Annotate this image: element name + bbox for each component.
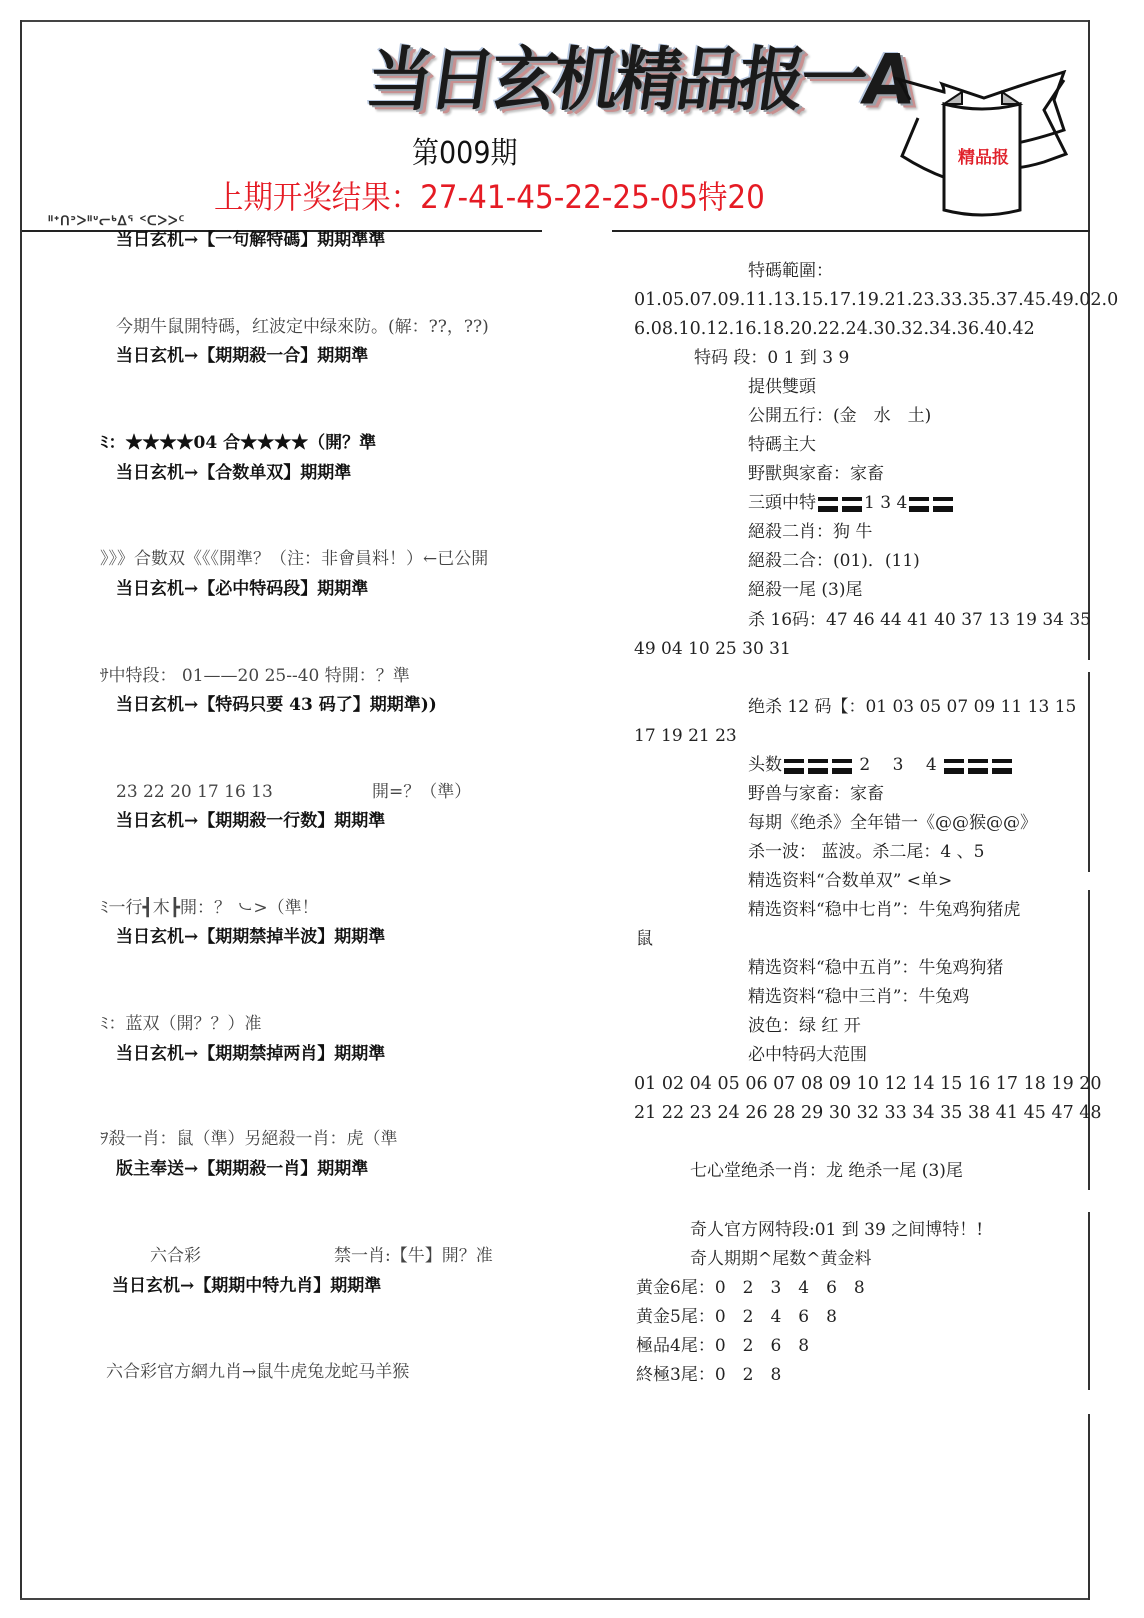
bars-icon xyxy=(907,493,955,515)
kill16-line: 杀 16码：47 46 44 41 40 37 13 19 34 35 xyxy=(748,610,1091,630)
issue-number: 第009期 xyxy=(412,136,518,171)
section-content: 23 22 20 17 16 13 xyxy=(116,782,273,802)
section-content: 》》》合數双《《《開準？（注：非會員料！）←已公開 xyxy=(100,549,489,569)
big-range-label: 必中特码大范围 xyxy=(748,1045,867,1065)
kill-wave-tails: 杀一波： 蓝波。杀二尾：4 、5 xyxy=(748,842,985,862)
tail-label: 終極3尾： xyxy=(636,1365,715,1385)
range-line: 6.08.10.12.16.18.20.22.24.30.32.34.36.40.42 xyxy=(634,319,1035,339)
odd-even: 精选资料“合数单双” <单> xyxy=(748,871,953,891)
tail-values: 0 2 3 4 6 8 xyxy=(714,1278,865,1298)
section-heading: 当日玄机→【期期禁掉半波】期期準 xyxy=(116,927,386,947)
frame-left-border xyxy=(20,20,22,1600)
kill12-line: 绝杀 12 码【：01 03 05 07 09 11 13 15 xyxy=(748,697,1077,717)
frame-right-border xyxy=(1088,1414,1090,1600)
last-draw-result: 上期开奖结果：27-41-45-22-25-05特20 xyxy=(214,178,765,216)
kill16-line: 49 04 10 25 30 31 xyxy=(634,639,791,659)
wave-color: 波色：绿 红 开 xyxy=(748,1016,861,1036)
range-line: 01.05.07.09.11.13.15.17.19.21.23.33.35.37.45.49.02.0 xyxy=(634,290,1119,310)
wild-domestic: 野兽与家畜：家畜 xyxy=(748,784,884,804)
garbled-text: ᐦᕀᑎᐣᐳᐦᐡᓕᒃᐃᕐ ᑉᑕᐳᐳᑦ xyxy=(48,214,186,228)
tail-label: 黄金6尾： xyxy=(636,1278,715,1298)
qixintang: 七心堂绝杀一肖：龙 绝杀一尾 (3)尾 xyxy=(690,1161,963,1181)
kill-two-combo: 絕殺二合：(01)．(11) xyxy=(748,551,920,571)
big-range-line: 01 02 04 05 06 07 08 09 10 12 14 15 16 17 18 19 20 xyxy=(634,1074,1102,1094)
kill-one-tail: 絕殺一尾 (3)尾 xyxy=(748,580,863,600)
head-numbers-label: 头数 xyxy=(748,755,782,775)
footer-line: 六合彩官方網九肖→鼠牛虎兔龙蛇马羊猴 xyxy=(106,1362,410,1382)
section-content: 六合彩 xyxy=(150,1246,201,1266)
bars-icon xyxy=(942,755,1014,777)
qiren-title: 奇人期期^尾数^黄金料 xyxy=(690,1249,872,1269)
yearly-kill: 每期《绝杀》全年错一《@@猴@@》 xyxy=(748,813,1037,833)
five-elements: 公開五行：(金 水 土) xyxy=(748,406,932,426)
section-content: ｦ殺一肖：鼠（準）另絕殺一肖：虎（準 xyxy=(100,1129,398,1149)
badge-label: 精品报 xyxy=(958,148,1009,168)
bars-icon xyxy=(782,755,854,777)
tail-label: 黄金5尾： xyxy=(636,1307,715,1327)
tail-label: 極品4尾： xyxy=(636,1336,715,1356)
three-heads xyxy=(748,492,955,515)
double-head: 提供雙頭 xyxy=(748,377,816,397)
section-heading: 当日玄机→【期期殺一合】期期準 xyxy=(116,346,369,366)
section-heading: 当日玄机→【期期禁掉两肖】期期準 xyxy=(116,1044,386,1064)
frame-right-border xyxy=(1088,20,1090,660)
section-content: ｻ中特段： 01——20 25--40 特開：？準 xyxy=(100,666,410,686)
frame-right-border xyxy=(1088,890,1090,1190)
header-divider xyxy=(612,230,1090,232)
big-range-line: 21 22 23 24 26 28 29 30 32 33 34 35 38 41 45 47 48 xyxy=(634,1103,1102,1123)
head-numbers-values: 2 3 4 xyxy=(859,755,937,775)
section-content-right: 開=？（準） xyxy=(372,782,472,802)
tail-row xyxy=(636,1364,781,1386)
section-content: 今期牛鼠開特碼，红波定中绿來防。(解：??，??) xyxy=(116,317,489,337)
section-heading: 当日玄机→【期期中特九肖】期期準 xyxy=(112,1276,382,1296)
frame-bottom-border xyxy=(20,1598,1090,1600)
section-content: ﾐ：蓝双（開？？）准 xyxy=(100,1014,262,1034)
wild-domestic: 野獸與家畜：家畜 xyxy=(748,464,884,484)
segment: 特码 段：0 1 到 3 9 xyxy=(694,348,850,368)
tail-values: 0 2 8 xyxy=(714,1365,782,1385)
section-content-right: 禁一肖:【牛】開？准 xyxy=(334,1246,493,1266)
section-content: ﾐ一行┫木┣開：？ ㇃>（準！ xyxy=(100,898,319,918)
section-heading: 当日玄机→【一句解特碼】期期準準 xyxy=(116,230,386,250)
tail-values: 0 2 4 6 8 xyxy=(714,1307,837,1327)
frame-top-border xyxy=(22,20,1090,22)
kill12-line: 17 19 21 23 xyxy=(634,726,737,746)
tail-row xyxy=(636,1335,809,1357)
section-heading: 当日玄机→【必中特码段】期期準 xyxy=(116,579,369,599)
frame-right-border xyxy=(1088,672,1090,872)
three-zodiac: 精选资料“稳中三肖”：牛兔鸡 xyxy=(748,987,970,1007)
tail-row xyxy=(636,1306,837,1328)
seven-zodiac: 精选资料“稳中七肖”：牛兔鸡狗猪虎 xyxy=(748,900,1021,920)
section-heading: 当日玄机→【期期殺一行数】期期準 xyxy=(116,811,386,831)
section-heading: 当日玄机→【特码只要 43 码了】期期準)) xyxy=(116,695,437,715)
three-heads-label: 三頭中特 xyxy=(748,493,816,513)
main-big: 特碼主大 xyxy=(748,435,816,455)
head-numbers xyxy=(748,754,1014,777)
section-content: ﾐ：★★★★04 合★★★★（開？準 xyxy=(100,433,377,453)
range-label: 特碼範圍： xyxy=(748,261,833,281)
kill-two-zodiac: 絕殺二肖：狗 牛 xyxy=(748,522,873,542)
three-heads-values: 1 3 4 xyxy=(864,493,908,513)
section-heading: 当日玄机→【合数单双】期期準 xyxy=(116,463,352,483)
page-title: 当日玄机精品报一A xyxy=(361,39,916,121)
section-heading: 版主奉送→【期期殺一肖】期期準 xyxy=(116,1159,369,1179)
frame-right-border xyxy=(1088,1212,1090,1390)
tail-values: 0 2 6 8 xyxy=(714,1336,810,1356)
five-zodiac: 精选资料“稳中五肖”：牛兔鸡狗猪 xyxy=(748,958,1004,978)
bars-icon xyxy=(816,493,864,515)
qiren-segment: 奇人官方网特段:01 到 39 之间博特！! xyxy=(690,1220,984,1240)
tail-row xyxy=(636,1277,865,1299)
seven-zodiac: 鼠 xyxy=(636,929,653,949)
